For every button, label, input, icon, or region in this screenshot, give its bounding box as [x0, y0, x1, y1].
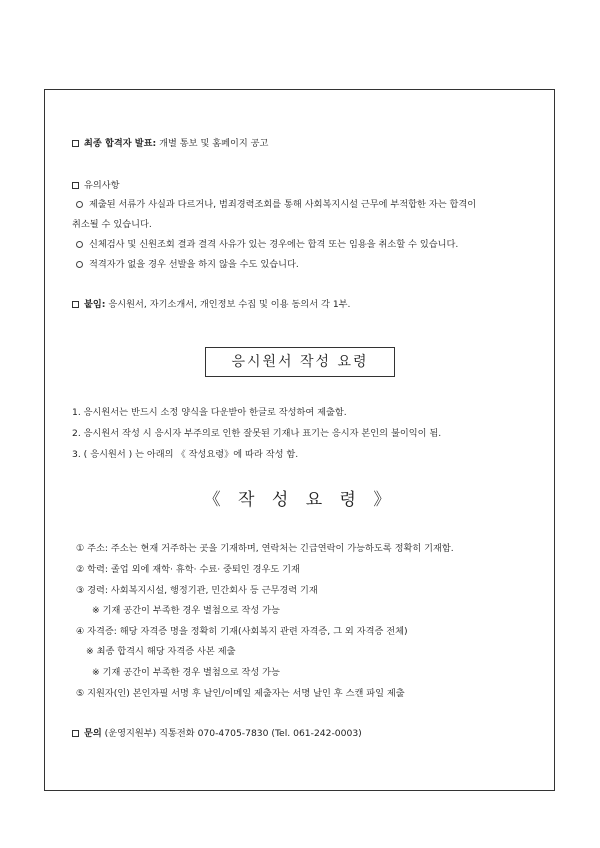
announce-label: 최종 합격자 발표: — [84, 138, 157, 149]
circle-bullet-icon — [76, 241, 83, 248]
announce-text: 개별 통보 및 홈페이지 공고 — [156, 138, 269, 149]
attach-line — [72, 299, 350, 311]
checkbox-icon — [72, 140, 79, 147]
announce-line — [72, 138, 268, 150]
section-title: 《 작 성 요 령 》 — [203, 490, 397, 510]
circle-bullet-icon — [76, 201, 83, 208]
rule-2: 2. 응시원서 작성 시 응시자 부주의로 인한 잘못된 기재나 표기는 응시자 본인의 불이익이 됨. — [72, 428, 442, 439]
contact-text: (운영지원부) 직통전화 070-4705-7830 (Tel. 061-242-0003) — [101, 728, 362, 739]
notice-item-3 — [76, 259, 299, 271]
checkbox-icon — [72, 301, 79, 308]
attach-label: 붙임: — [84, 299, 106, 310]
contact-line — [72, 728, 362, 740]
rule-1: 1. 응시원서는 반드시 소정 양식을 다운받아 한글로 작성하여 제출함. — [72, 407, 347, 418]
notice-item-1 — [76, 199, 476, 211]
item-signature: ⑤ 지원자(인) 본인자필 서명 후 날인/이메일 제출자는 서명 날인 후 스캔 파일 제출 — [76, 688, 405, 699]
item-address: ① 주소: 주소는 현재 거주하는 곳을 기재하며, 연락처는 긴급연락이 가능하도록 정확히 기재함. — [76, 543, 454, 554]
rule-3: 3. ( 응시원서 ) 는 아래의 《 작성요령》에 따라 작성 함. — [72, 449, 299, 460]
item-license-note-2: ※ 기재 공간이 부족한 경우 별첨으로 작성 가능 — [92, 667, 280, 678]
contact-label: 문의 — [84, 728, 102, 739]
notice-item-2 — [76, 239, 458, 251]
item-career-note: ※ 기재 공간이 부족한 경우 별첨으로 작성 가능 — [92, 605, 280, 616]
notice-item-text: 취소될 수 있습니다. — [72, 219, 152, 230]
checkbox-icon — [72, 182, 79, 189]
notice-item-text: 신체검사 및 신원조회 결과 결격 사유가 있는 경우에는 합격 또는 임용을 취소할 수 있습니다. — [89, 239, 459, 250]
item-license: ④ 자격증: 해당 자격증 명을 정확히 기재(사회복지 관련 자격증, 그 외 자격증 전체) — [76, 626, 408, 637]
circle-bullet-icon — [76, 261, 83, 268]
notice-heading-text: 유의사항 — [84, 180, 120, 191]
notice-heading — [72, 180, 120, 192]
item-education: ② 학력: 졸업 외에 재학· 휴학· 수료· 중퇴인 경우도 기재 — [76, 564, 300, 575]
attach-text: 응시원서, 자기소개서, 개인정보 수집 및 이용 동의서 각 1부. — [105, 299, 351, 310]
checkbox-icon — [72, 730, 79, 737]
item-license-note-1: ※ 최종 합격시 해당 자격증 사본 제출 — [86, 646, 236, 657]
notice-item-1-cont — [72, 219, 152, 231]
notice-item-text: 적격자가 없을 경우 선발을 하지 않을 수도 있습니다. — [89, 259, 299, 270]
guide-title: 응시원서 작성 요령 — [205, 347, 395, 377]
notice-item-text: 제출된 서류가 사실과 다르거나, 범죄경력조회를 통해 사회복지시설 근무에 부적합한 자는 합격이 — [89, 199, 477, 210]
document-frame — [44, 89, 555, 791]
item-career: ③ 경력: 사회복지시설, 행정기관, 민간회사 등 근무경력 기재 — [76, 585, 318, 596]
